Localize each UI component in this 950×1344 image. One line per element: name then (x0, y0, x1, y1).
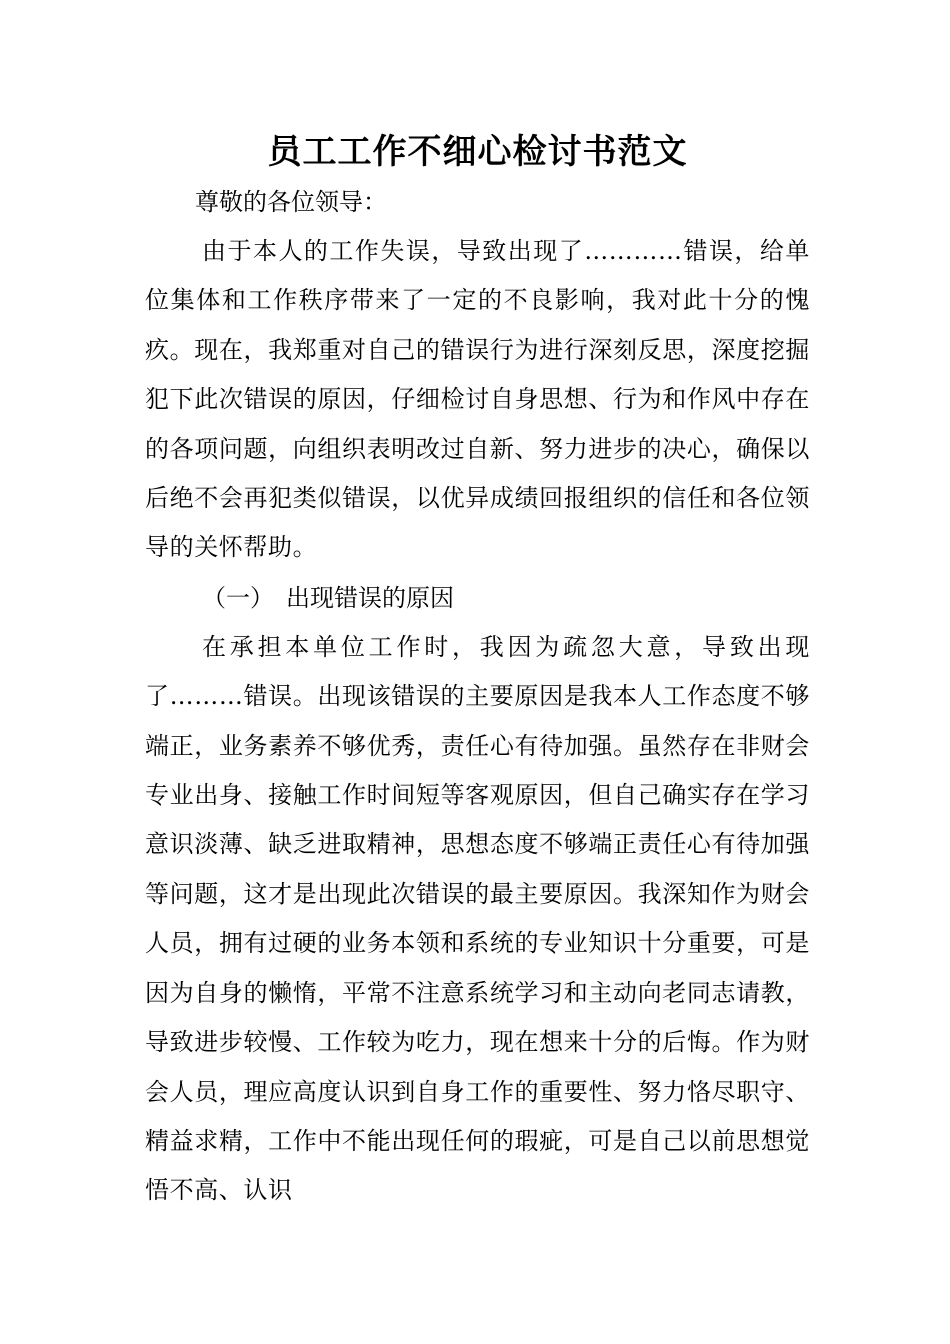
body-paragraph: 在承担本单位工作时，我因为疏忽大意，导致出现了………错误。出现该错误的主要原因是我本人工作态度不够端正，业务素养不够优秀，责任心有待加强。虽然存在非财会专业出身、接触工作时间短等客观原因，但自己确实存在学习意识淡薄、缺乏进取精神，思想态度不够端正责任心有待加强等问题，这才是出现此次错误的最主要原因。我深知作为财会人员，拥有过硬的业务本领和系统的专业知识十分重要，可是因为自身的懒惰，平常不注意系统学习和主动向老同志请教，导致进步较慢、工作较为吃力，现在想来十分的后悔。作为财会人员，理应高度认识到自身工作的重要性、努力恪尽职守、精益求精，工作中不能出现任何的瑕疵，可是自己以前思想觉悟不高、认识 (145, 632, 810, 1205)
document-page (145, 0, 810, 1216)
section-heading: （一） 出现错误的原因 (202, 583, 454, 612)
document-title: 员工工作不细心检讨书范文 (267, 132, 688, 172)
body-paragraph: 由于本人的工作失误，导致出现了…………错误，给单位集体和工作秩序带来了一定的不良影响，我对此十分的愧疚。现在，我郑重对自己的错误行为进行深刻反思，深度挖掘犯下此次错误的原因，仔细检讨自身思想、行为和作风中存在的各项问题，向组织表明改过自新、努力进步的决心，确保以后绝不会再犯类似错误，以优异成绩回报组织的信任和各位领导的关怀帮助。 (145, 237, 810, 562)
salutation: 尊敬的各位领导： (195, 188, 387, 216)
